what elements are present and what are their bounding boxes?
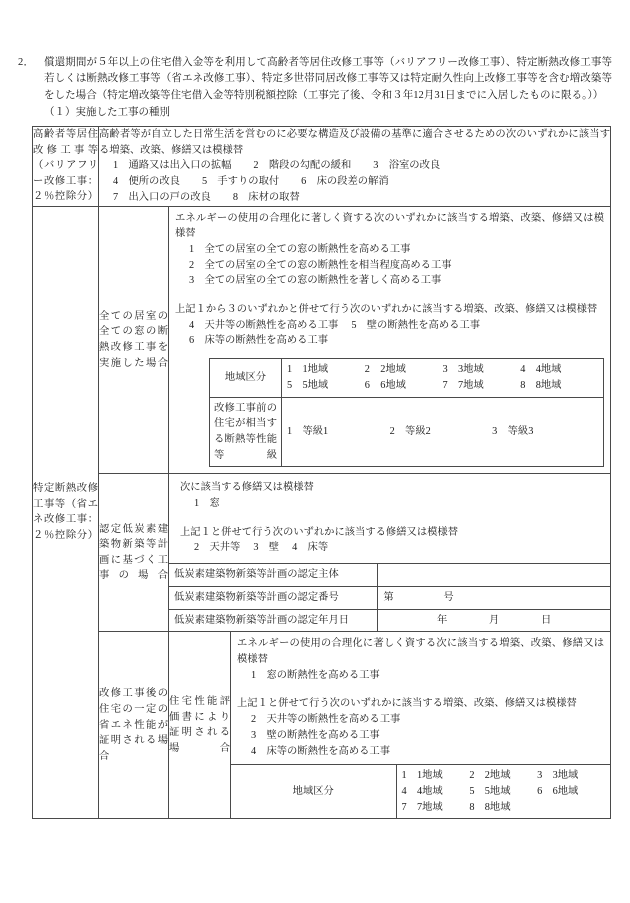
bf-item-5: 5 手すりの取付 (201, 176, 280, 188)
all-rooms-item-1: 1 全ての居室の全ての窓の断熱性を高める工事 (189, 243, 411, 255)
low-carbon-item-3: 3 壁 (253, 542, 280, 554)
low-carbon-authority-row (169, 564, 610, 587)
region-grid (287, 362, 598, 393)
low-carbon-authority-label: 低炭素建築物新築等計画の認定主体 (169, 564, 378, 587)
bf-item-2: 2 階段の勾配の緩和 (253, 160, 352, 172)
low-carbon-item-1: 1 窓 (194, 498, 220, 510)
region-option[interactable]: 7 7地域 (442, 379, 484, 391)
energy-saving-label-cell (33, 206, 99, 819)
low-carbon-number-row (169, 586, 610, 609)
all-rooms-item-2: 2 全ての居室の全ての窓の断熱性を相当程度高める工事 (189, 259, 452, 271)
certified-region-option[interactable]: 8 8地域 (469, 801, 511, 813)
low-carbon-lead-1: 次に該当する修繕又は模様替 (180, 482, 314, 494)
certified-region-option[interactable]: 2 2地域 (469, 770, 511, 782)
low-carbon-text-block (174, 477, 605, 560)
bf-item-3: 3 浴室の改良 (373, 160, 441, 172)
region-values-cell[interactable] (282, 359, 604, 397)
table-row-low-carbon (33, 474, 611, 632)
certified-label-cell (99, 632, 169, 819)
certified-region-option[interactable]: 3 3地域 (537, 770, 579, 782)
intro-text: 償還期間が５年以上の住宅借入金等を利用して高齢者等居住改修工事等（バリアフリー改修工事）、特定断熱改修工事等若しくは断熱改修工事等（省エネ改修工事）、特定多世帯同居改修工事等又は特定耐久性向上改修工事等を含む増改築等をした場合（特定増改築等住宅借入金等特別税額控除（工事完了後、令和３年12月31日までに入居したものに限る。）） (44, 57, 612, 101)
certified-region-option[interactable]: 5 5地域 (469, 785, 511, 797)
work-type-table (32, 126, 611, 819)
spacer (237, 683, 604, 696)
section-subheading: （１）実施した工事の種別 (44, 107, 170, 119)
all-rooms-content-cell (169, 206, 611, 474)
all-rooms-item-4: 4 天井等の断熱性を高める工事 (189, 319, 339, 331)
certified-region-row (231, 765, 610, 819)
low-carbon-authority-value[interactable] (378, 564, 610, 587)
intro-block (18, 55, 612, 122)
table-row-certified-performance (33, 632, 611, 819)
grade-row (210, 397, 604, 467)
region-label: 地域区分 (224, 371, 267, 383)
low-carbon-inner-table (169, 474, 610, 631)
all-rooms-label-cell (99, 206, 169, 474)
all-rooms-item-5: 5 壁の断熱性を高める工事 (351, 319, 481, 331)
certified-item-1: 1 窓の断熱性を高める工事 (251, 669, 380, 681)
certified-item-3: 3 壁の断熱性を高める工事 (251, 729, 380, 741)
barrier-free-items-line-1 (99, 158, 610, 174)
certified-region-grid (402, 768, 606, 815)
certified-content-cell (231, 632, 611, 819)
intro-paragraph (18, 55, 612, 104)
barrier-free-items-line-3 (99, 190, 610, 206)
grade-option[interactable]: 1 等級1 (287, 426, 329, 438)
bf-item-1: 1 通路又は出入口の拡幅 (113, 160, 232, 172)
barrier-free-label: 高齢者等居住改修工事等（バリアフリー改修工事：２％控除分） (33, 129, 98, 203)
certified-region-option[interactable]: 4 4地域 (401, 785, 443, 797)
certified-region-option[interactable]: 1 1地域 (401, 770, 443, 782)
certified-lead-1: エネルギーの使用の合理化に著しく資する次に該当する増築、改築、修繕又は模様替 (237, 638, 605, 665)
table-row-energy-all-rooms (33, 206, 611, 474)
all-rooms-text-block (169, 207, 610, 355)
energy-saving-label: 特定断熱改修工事等（省エネ改修工事：２％控除分） (33, 483, 98, 541)
work-type-table-wrapper (32, 126, 610, 819)
barrier-free-label-cell (33, 127, 99, 207)
all-rooms-lead-1: エネルギーの使用の合理化に著しく資する次のいずれかに該当する増築、改築、修繕又は模様替 (175, 212, 605, 240)
region-option[interactable]: 6 6地域 (364, 379, 406, 391)
spacer (180, 512, 599, 525)
region-option[interactable]: 3 3地域 (442, 364, 484, 376)
low-carbon-item-2: 2 天井等 (194, 542, 241, 554)
all-rooms-item-6: 6 床等の断熱性を高める工事 (189, 335, 329, 347)
number-suffix: 号 (443, 591, 454, 603)
bf-item-8: 8 床材の取替 (232, 191, 300, 203)
region-option[interactable]: 2 2地域 (364, 364, 406, 376)
region-option[interactable]: 4 4地域 (520, 364, 562, 376)
grade-option[interactable]: 3 等級3 (492, 426, 534, 438)
certified-region-label: 地域区分 (292, 785, 334, 797)
barrier-free-lead: 高齢者等が自立した日常生活を営むのに必要な構造及び設備の基準に適合させるための次のいずれかに該当する増築、改築、修繕又は模様替 (99, 129, 611, 156)
low-carbon-date-row (169, 609, 610, 631)
certified-region-option[interactable]: 6 6地域 (537, 785, 579, 797)
certified-label: 改修工事後の住宅の一定の省エネ性能が証明される場合 (99, 688, 168, 762)
bf-item-4: 4 便所の改良 (113, 176, 180, 188)
grade-values-cell[interactable] (282, 397, 604, 467)
region-option[interactable]: 1 1地域 (287, 364, 329, 376)
barrier-free-content-cell (99, 127, 611, 207)
low-carbon-description-row (169, 474, 610, 563)
date-year-label: 年 (437, 614, 448, 626)
certified-region-table (231, 764, 610, 818)
all-rooms-items-line-45 (175, 318, 604, 334)
low-carbon-number-value[interactable] (378, 586, 610, 609)
region-label-cell (210, 359, 282, 397)
low-carbon-content-cell (169, 474, 611, 632)
low-carbon-items-line (180, 540, 599, 556)
certified-sub-label: 住宅性能評価書により証明される場合 (169, 696, 230, 754)
region-option[interactable]: 5 5地域 (287, 379, 329, 391)
low-carbon-label: 認定低炭素建築物新築等計画に基づく工事の場合 (99, 523, 168, 582)
certified-item-4: 4 床等の断熱性を高める工事 (251, 745, 391, 757)
certified-text-block (231, 632, 610, 764)
grade-label: 改修工事前の住宅が相当する断熱等性能等級 (214, 402, 277, 461)
grade-label-cell (210, 397, 282, 467)
certified-region-option[interactable]: 7 7地域 (401, 801, 443, 813)
certified-item-2: 2 天井等の断熱性を高める工事 (251, 714, 401, 726)
low-carbon-item-4: 4 床等 (292, 542, 329, 554)
low-carbon-description-cell (169, 474, 610, 563)
intro-number: 2． (18, 57, 35, 68)
low-carbon-label-cell (99, 474, 169, 632)
grade-options (287, 424, 598, 440)
bf-item-6: 6 床の段差の解消 (301, 176, 389, 188)
all-rooms-subtable-wrap (169, 354, 610, 473)
all-rooms-lead-2: 上記１から３のいずれかと併せて行う次のいずれかに該当する増築、改築、修繕又は模様替 (175, 304, 598, 316)
grade-option[interactable]: 2 等級2 (389, 426, 431, 438)
low-carbon-date-label: 低炭素建築物新築等計画の認定年月日 (169, 609, 378, 631)
date-day-label: 日 (541, 614, 552, 626)
all-rooms-item-3: 3 全ての居室の全ての窓の断熱性を著しく高める工事 (189, 275, 442, 287)
low-carbon-lead-2: 上記１と併せて行う次のいずれかに該当する修繕又は模様替 (180, 526, 459, 538)
region-and-grade-table (209, 358, 604, 467)
certified-region-label-cell (231, 765, 396, 819)
barrier-free-items-line-2 (99, 174, 610, 190)
certified-sub-label-cell (169, 632, 231, 819)
low-carbon-date-value[interactable] (378, 609, 610, 631)
low-carbon-number-label: 低炭素建築物新築等計画の認定番号 (169, 586, 378, 609)
spacer (175, 289, 604, 302)
table-row-barrier-free (33, 127, 611, 207)
bf-item-7: 7 出入口の戸の改良 (113, 191, 211, 203)
all-rooms-label: 全ての居室の全ての窓の断熱改修工事を実施した場合 (99, 310, 168, 369)
number-prefix: 第 (383, 591, 394, 603)
date-month-label: 月 (489, 614, 500, 626)
certified-region-values-cell[interactable] (396, 765, 610, 819)
region-row (210, 359, 604, 397)
certified-lead-2: 上記１と併せて行う次のいずれかに該当する増築、改築、修繕又は模様替 (237, 698, 577, 710)
region-option[interactable]: 8 8地域 (520, 379, 562, 391)
